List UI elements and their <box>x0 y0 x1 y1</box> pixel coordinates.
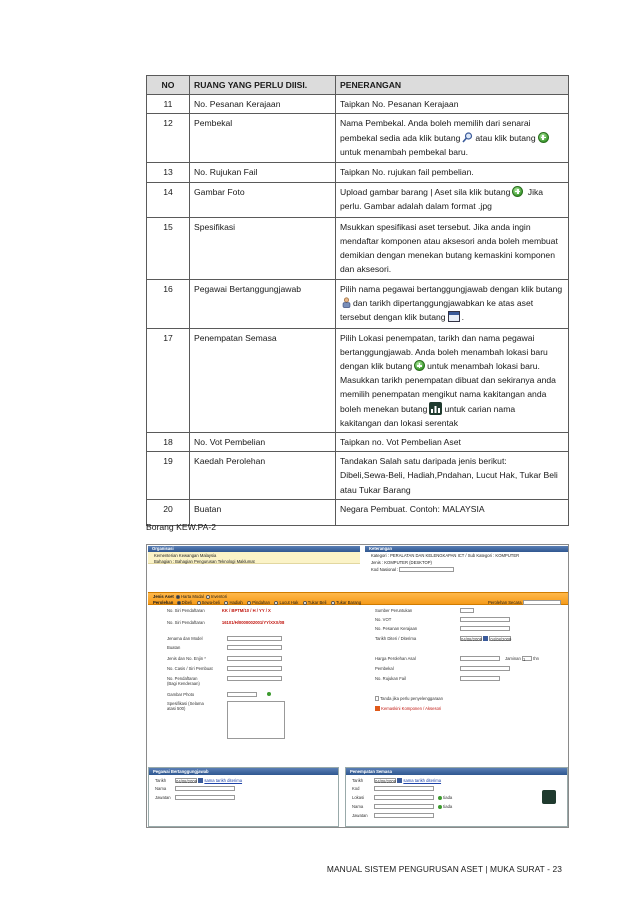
description-table <box>146 75 569 526</box>
pegawai-panel: Pegawai Bertanggungjawab Tarikh 04/08/2009 sama tarikh diterima Nama Jawatan <box>148 767 339 827</box>
row-desc: Upload gambar barang | Aset sila klik butang Jika perlu. Gambar adalah dalam format .jpg <box>336 182 569 217</box>
row-no: 15 <box>147 217 190 279</box>
row-field: No. Vot Pembelian <box>190 433 336 452</box>
add-icon <box>538 132 549 143</box>
row-no: 17 <box>147 328 190 432</box>
row-field: Penempatan Semasa <box>190 328 336 432</box>
kemaskini-link[interactable]: Kemaskini Komponen / Aksesori <box>375 706 441 711</box>
keterangan-line1: Kategori : PERALATAN DAN KELENGKAPAN ICT / Sub Kategori : KOMPUTER <box>371 553 520 558</box>
person-icon <box>342 297 351 308</box>
search-staff-icon[interactable] <box>542 790 556 804</box>
header-desc: PENERANGAN <box>336 76 569 95</box>
row-field: Buatan <box>190 499 336 525</box>
row-field: Pegawai Bertanggungjawab <box>190 279 336 328</box>
row-desc: Msukkan spesifikasi aset tersebut. Jika anda ingin mendaftar komponen atau aksesori anda boleh membuat demikian dengan menekan butang kemaskini komponen dan aksesori. <box>336 217 569 279</box>
field-gambar: Gambar Photo <box>167 692 194 697</box>
field-pendaftaran: No. Pendaftaran (Bagi Kenderaan) <box>167 676 207 686</box>
row-desc: Taipkan No. rujukan fail pembelian. <box>336 163 569 182</box>
row-field: No. Rujukan Fail <box>190 163 336 182</box>
field-enjin: Jenis dan No. Enjin * <box>167 656 206 661</box>
perolehan-radio[interactable] <box>177 601 181 605</box>
keterangan-panel <box>365 546 568 583</box>
keterangan-line3: Kod Nasional : <box>371 567 562 572</box>
row-no: 14 <box>147 182 190 217</box>
field-jenama: Jenama dan Model <box>167 636 203 641</box>
perolehan-radio[interactable] <box>303 601 307 605</box>
keterangan-line2: Jenis : KOMPUTER (DESKTOP) <box>371 560 432 565</box>
header-no: NO <box>147 76 190 95</box>
search-staff-icon <box>429 402 442 415</box>
row-no: 11 <box>147 95 190 114</box>
table-row <box>147 279 569 328</box>
field-tarikh-diterima: Tarikh Diteri / Diterima 04/08/2009 04/08/2009 <box>375 636 512 643</box>
organisasi-line2: Bahagian : Bahagian Pengurusan Teknologi Maklumat <box>154 559 255 564</box>
field-pembekal: Pembekal <box>375 666 394 671</box>
row-no: 19 <box>147 452 190 500</box>
siri-value2: 16101/H/0000002001/YY/XXX/08 <box>221 620 285 625</box>
keterangan-title: Keterangan <box>365 546 568 552</box>
field-rujukan: No. Rujukan Fail <box>375 676 406 681</box>
table-row <box>147 182 569 217</box>
harta-modal-radio[interactable] <box>176 595 180 599</box>
row-no: 12 <box>147 114 190 163</box>
row-no: 13 <box>147 163 190 182</box>
row-desc: Tandakan Salah satu daripada jenis berikut: Dibeli,Sewa-Beli, Hadiah,Pndahan, Lucut Hak, Tukar Beli atau Tukar Barang <box>336 452 569 500</box>
row-field: Spesifikasi <box>190 217 336 279</box>
organisasi-line1: Kementerian Kewangan Malaysia <box>154 553 217 558</box>
row-desc: Taipkan no. Vot Pembelian Aset <box>336 433 569 452</box>
penempatan-title: Penempatan Semasa <box>346 768 567 775</box>
perolehan-radio[interactable] <box>274 601 278 605</box>
pegawai-title: Pegawai Bertanggungjawab <box>149 768 338 775</box>
row-desc: Pilih Lokasi penempatan, tarikh dan nama pegawai bertanggungjawab. Anda boleh menambah lokasi baru dengan klik butang untuk menambah lokasi baru. Masukkan tarikh penempatan dibuat dan sekiranya anda memilih penempatan mengikut nama kakitangan anda boleh menekan butang untuk carian nama kakitangan dan lokasi serentak <box>336 328 569 432</box>
page-footer: MANUAL SISTEM PENGURUSAN ASET | MUKA SURAT - 23 <box>326 864 562 874</box>
field-vot: No. VOT <box>375 617 391 622</box>
header-field: RUANG YANG PERLU DIISI. <box>190 76 336 95</box>
field-spesifikasi: Spesifikasi (Selama atasi 500) <box>167 701 207 711</box>
field-pesanan: No. Pesanan Kerajaan <box>375 626 417 631</box>
row-desc: Nama Pembekal. Anda boleh memilih dari senarai pembekal sedia ada klik butang atau klik butang untuk menambah pembekal baru. <box>336 114 569 163</box>
row-desc: Negara Pembuat. Contoh: MALAYSIA <box>336 499 569 525</box>
organisasi-panel <box>148 546 360 583</box>
row-field: Pembekal <box>190 114 336 163</box>
table-row <box>147 163 569 182</box>
table-row <box>147 95 569 114</box>
figure-caption: Borang KEW.PA-2 <box>146 522 217 532</box>
row-field: Gambar Foto <box>190 182 336 217</box>
table-row <box>147 114 569 163</box>
add-icon <box>414 360 425 371</box>
row-no: 16 <box>147 279 190 328</box>
jenis-aset-bar: Jenis Aset Harta Modal Inventori Perolehan Dibeli Sewa-beli Hadiah Pindahan Lucut Hak Tukar Beli Tukar Barang Perolehan Secara <box>148 592 568 605</box>
perolehan-radio[interactable] <box>331 601 335 605</box>
tanda-checkbox-row[interactable]: Tanda jika perlu penyelenggaraan <box>375 696 443 701</box>
table-row <box>147 433 569 452</box>
inventori-radio[interactable] <box>206 595 210 599</box>
perolehan-radio[interactable] <box>247 601 251 605</box>
calendar-icon <box>448 311 460 322</box>
field-casis: No. Casis / Siri Pembuat <box>167 666 213 671</box>
field-sumber: Sumber Peruntukan <box>375 608 412 613</box>
perolehan-secara-select[interactable] <box>523 600 561 605</box>
field-buatan: Buatan <box>167 645 180 650</box>
table-row <box>147 328 569 432</box>
organisasi-title: Organisasi <box>148 546 360 552</box>
search-icon <box>462 132 473 143</box>
penempatan-panel: Penempatan Semasa Tarikh 04/08/2009 sama tarikh diterima Kod Lokasi tiada Nama tiada Jawatan <box>345 767 568 827</box>
row-desc: Taipkan No. Pesanan Kerajaan <box>336 95 569 114</box>
field-harga: Harga Perolehan Asal Jaminan 1 thn <box>375 656 539 663</box>
row-field: Kaedah Perolehan <box>190 452 336 500</box>
form-screenshot: Organisasi Kementerian Kewangan Malaysia Bahagian : Bahagian Pengurusan Teknologi Maklumat Keterangan Kategori : PERALATAN DAN KELENGKAPAN ICT / Sub Kategori : KOMPUTER Jenis : KOMPUTER (DESKTOP) Kod Nasional : Jenis Aset Harta Modal Inventori Perolehan Dibeli Sewa-beli Hadiah Pindahan Lucut Hak Tukar Beli Tukar Barang Perolehan Secara No. Siri Pendaftaran KK / BPTM/10 / H / YY / X No. Siri Pendaftaran 16101/H/0000002001/YY/XXX/08 Jenama dan Model Buatan Jenis dan No. Enjin * No. Casis / Siri Pembuat No. Pendaftaran (Bagi Kenderaan) Gambar Photo Spesifikasi (Selama atasi 500) Sumber Peruntukan No. VOT No. Pesanan Kerajaan Tarikh Diteri / Diterima 04/08/2009 04/08/2009 Harga Perolehan Asal Jaminan 1 thn Pembekal No. Rujukan Fail Tanda jika perlu penyelenggaraan Kemaskini Komponen / Aksesori Pegawai Bertanggungjawab Tarikh 04/08/2009 sama tarikh diterima Nama Jawatan Penempatan Semasa Tarikh 04/08/2009 sama tarikh diterima Kod Lokasi tiada Nama tiada Jawatan <box>146 544 569 828</box>
row-desc: Pilih nama pegawai bertanggungjawab dengan klik butang dan tarikh dipertanggungjawabkan ke atas aset tersebut dengan klik butang . <box>336 279 569 328</box>
perolehan-radio[interactable] <box>224 601 228 605</box>
table-row <box>147 217 569 279</box>
table-header-row <box>147 76 569 95</box>
row-no: 20 <box>147 499 190 525</box>
add-icon <box>512 186 523 197</box>
siri-value: KK / BPTM/10 / H / YY / X <box>221 608 271 613</box>
kod-nasional-input[interactable] <box>399 567 454 572</box>
row-field: No. Pesanan Kerajaan <box>190 95 336 114</box>
perolehan-radio[interactable] <box>197 601 201 605</box>
row-no: 18 <box>147 433 190 452</box>
table-row <box>147 452 569 500</box>
